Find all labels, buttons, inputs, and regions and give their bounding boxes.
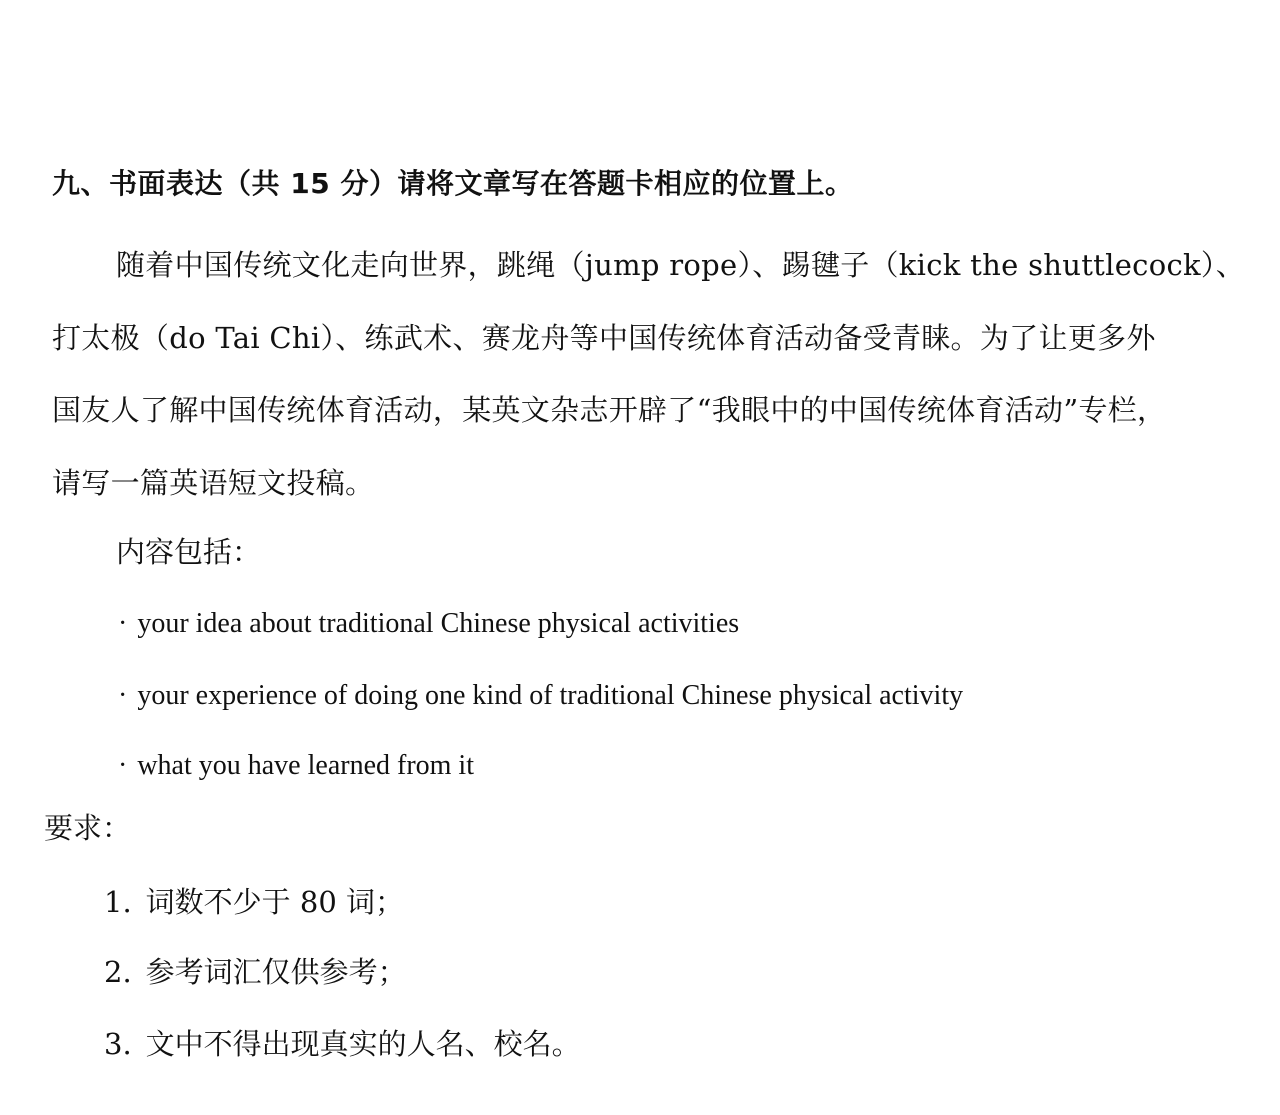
requirements-label: 要求：	[44, 811, 132, 845]
content-label: 内容包括：	[116, 535, 262, 569]
prompt-line-2: 打太极（do Tai Chi）、练武术、赛龙舟等中国传统体育活动备受青睐。为了让更多外	[52, 321, 1156, 355]
bullet-dot: ·	[118, 750, 128, 781]
requirement-2	[104, 955, 407, 989]
prompt-line-1: 随着中国传统文化走向世界，跳绳（jump rope）、踢毽子（kick the shuttlecock）、	[116, 248, 1245, 282]
requirement-number: 1.	[104, 885, 132, 919]
content-point-2	[118, 682, 963, 710]
bullet-dot: ·	[118, 608, 128, 639]
bullet-dot: ·	[118, 680, 128, 711]
section-heading: 九、书面表达（共 15 分）请将文章写在答题卡相应的位置上。	[52, 167, 854, 200]
prompt-line-3: 国友人了解中国传统体育活动，某英文杂志开辟了“我眼中的中国传统体育活动”专栏，	[52, 393, 1167, 427]
content-point-text: your experience of doing one kind of traditional Chinese physical activity	[137, 680, 964, 711]
content-point-1	[118, 610, 739, 638]
content-point-text: your idea about traditional Chinese physical activities	[137, 608, 740, 639]
content-point-text: what you have learned from it	[137, 750, 474, 781]
content-point-3	[118, 752, 474, 780]
requirement-number: 2.	[104, 955, 132, 989]
requirement-1	[104, 885, 405, 919]
requirement-text: 词数不少于 80 词；	[145, 885, 405, 919]
requirement-text: 参考词汇仅供参考；	[145, 955, 407, 989]
requirement-text: 文中不得出现真实的人名、校名。	[145, 1027, 581, 1061]
requirement-number: 3.	[104, 1027, 132, 1061]
requirement-3	[104, 1027, 581, 1061]
prompt-line-4: 请写一篇英语短文投稿。	[52, 466, 375, 500]
